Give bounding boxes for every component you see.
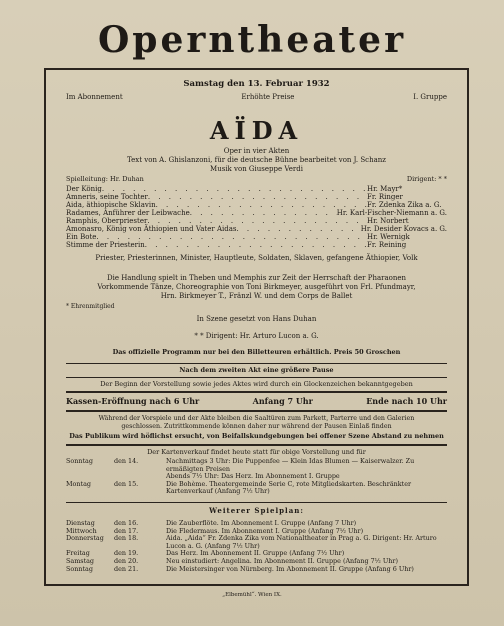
- rules-line-1: Während der Vorspiele und der Akte bleiben die Saaltüren zum Parkett, Parterre und den Galerien: [98, 415, 415, 422]
- divider: [66, 502, 447, 503]
- cast-row: Aida, äthiopische Sklavin . . . Fr. Zdenka Zika a. G.: [66, 201, 447, 209]
- divider: [66, 377, 447, 378]
- start-time: Anfang 7 Uhr: [252, 396, 313, 406]
- rules-line-2: geschlossen. Zutrittkommende können daher nur während der Pausen Einlaß finden: [121, 423, 392, 430]
- subscription-center: Erhöhte Preise: [241, 93, 295, 101]
- setting-line-1: Die Handlung spielt in Theben und Memphis zur Zeit der Herrschaft der Pharaonen: [106, 274, 407, 282]
- end-time: Ende nach 10 Uhr: [366, 396, 447, 406]
- list-item: Sonntag den 21. Die Meistersinger von Nürnberg. Im Abonnement II. Gruppe (Anfang 6 Uhr): [66, 564, 414, 573]
- conductor-placeholder: Dirigent: * *: [406, 175, 447, 183]
- doors-time: Kassen-Eröffnung nach 6 Uhr: [66, 396, 200, 406]
- opera-subtitle: Oper in vier Akten: [223, 147, 290, 155]
- list-item: Samstag den 20. Neu einstudiert: Angelina. Im Abonnement II. Gruppe (Anfang 7½ Uhr): [66, 556, 398, 565]
- list-item: Sonntag den 14. Nachmittags 3 Uhr: Die Puppenfee — Klein Idas Blumen — Kaiserwalzer. Zu ermäßigten Preisen: [66, 457, 415, 473]
- setting-line-3: Hrn. Birkmeyer T., Fränzl W. und dem Corps de Ballet: [160, 292, 353, 300]
- cast-row: Stimme der Priesterin . . . Fr. Reining: [66, 241, 447, 249]
- list-item: Donnerstag den 18. Aida. „Aida“ Fr. Zdenka Zika vom Nationaltheater in Prag a. G. Dirigent: Hr. Arturo Lucon a. G. (Anfang 7½ Uhr): [66, 534, 437, 550]
- chorus-line: Priester, Priesterinnen, Minister, Hauptleute, Soldaten, Sklaven, gefangene Äthiopier, Volk: [95, 254, 418, 262]
- cast-row: Der König . . . Hr. Mayr*: [66, 185, 447, 193]
- playbill-frame: [44, 68, 469, 586]
- program-note: Das offizielle Programm nur bei den Billetteuren erhältlich. Preis 50 Groschen: [112, 348, 401, 356]
- divider: [66, 391, 447, 393]
- bell-note: Der Beginn der Vorstellung sowie jedes Aktes wird durch ein Glockenzeichen bekanntgegeben: [100, 380, 413, 388]
- cast-row: Amonasro, König von Äthiopien und Vater Aidas . . . Hr. Desider Kovacs a. G.: [66, 225, 447, 233]
- list-item: Mittwoch den 17. Die Fledermaus. Im Abonnement I. Gruppe (Anfang 7½ Uhr): [66, 526, 364, 535]
- subscription-left: Im Abonnement: [66, 93, 123, 101]
- subscription-line: [66, 93, 447, 102]
- presale-list: [66, 458, 447, 496]
- setting-line-2: Vorkommende Tänze, Choreographie von Toni Birkmeyer, ausgeführt von Frl. Pfundmayr,: [97, 283, 416, 291]
- cast-list: [66, 185, 447, 249]
- list-item: Abends 7½ Uhr: Das Herz. Im Abonnement I. Gruppe: [166, 472, 340, 481]
- cast-row: Ramphis, Oberpriester . . . Hr. Norbert: [66, 217, 447, 225]
- libretto-line: Text von A. Ghislanzoni, für die deutsche Bühne bearbeitet von J. Schanz: [127, 156, 386, 164]
- list-item: Freitag den 19. Das Herz. Im Abonnement II. Gruppe (Anfang 7½ Uhr): [66, 549, 345, 558]
- presale-note: Der Kartenverkauf findet heute statt für obige Vorstellung und für: [147, 448, 366, 456]
- list-item: Dienstag den 16. Die Zauberflöte. Im Abonnement I. Gruppe (Anfang 7 Uhr): [66, 519, 357, 527]
- repertoire-list: [66, 520, 447, 573]
- footnote: * Ehrenmitglied: [66, 303, 115, 310]
- divider: [66, 410, 447, 412]
- opera-title: AÏDA: [209, 116, 304, 145]
- staging-line: In Szene gesetzt von Hans Duhan: [196, 315, 317, 323]
- direction-line: [66, 175, 447, 184]
- printer-imprint: „Elbemühl“. Wien IX.: [222, 592, 282, 598]
- stage-director: Spielleitung: Hr. Duhan: [66, 175, 144, 183]
- times-line: [66, 396, 447, 406]
- repertoire-title: Weiterer Spielplan:: [209, 506, 304, 515]
- audience-note: Das Publikum wird höflichst ersucht, von Beifallskundgebungen bei offener Szene Abstand zu nehmen: [69, 432, 444, 440]
- cast-row: Amneris, seine Tochter . . . Fr. Ringer: [66, 193, 447, 201]
- pause-note: Nach dem zweiten Akt eine größere Pause: [179, 366, 334, 374]
- list-item: Montag den 15. Die Bohème. Theatergemeinde Serie C, rote Mitgliedskarten. Beschränkter Kartenverkauf (Anfang 7½ Uhr): [66, 479, 412, 496]
- music-line: Musik von Giuseppe Verdi: [210, 165, 303, 173]
- divider: [66, 363, 447, 364]
- subscription-right: I. Gruppe: [413, 93, 447, 101]
- date-line: Samstag den 13. Februar 1932: [183, 79, 330, 89]
- divider: [66, 444, 447, 446]
- cast-row: Ein Bote . . . Hr. Wernigk: [66, 233, 447, 241]
- conductor-line: * * Dirigent: Hr. Arturo Lucon a. G.: [194, 332, 319, 340]
- cast-row: Radames, Anführer der Leibwache . . . Hr. Karl-Fischer-Niemann a. G.: [66, 209, 447, 217]
- page-title: Operntheater: [97, 19, 407, 61]
